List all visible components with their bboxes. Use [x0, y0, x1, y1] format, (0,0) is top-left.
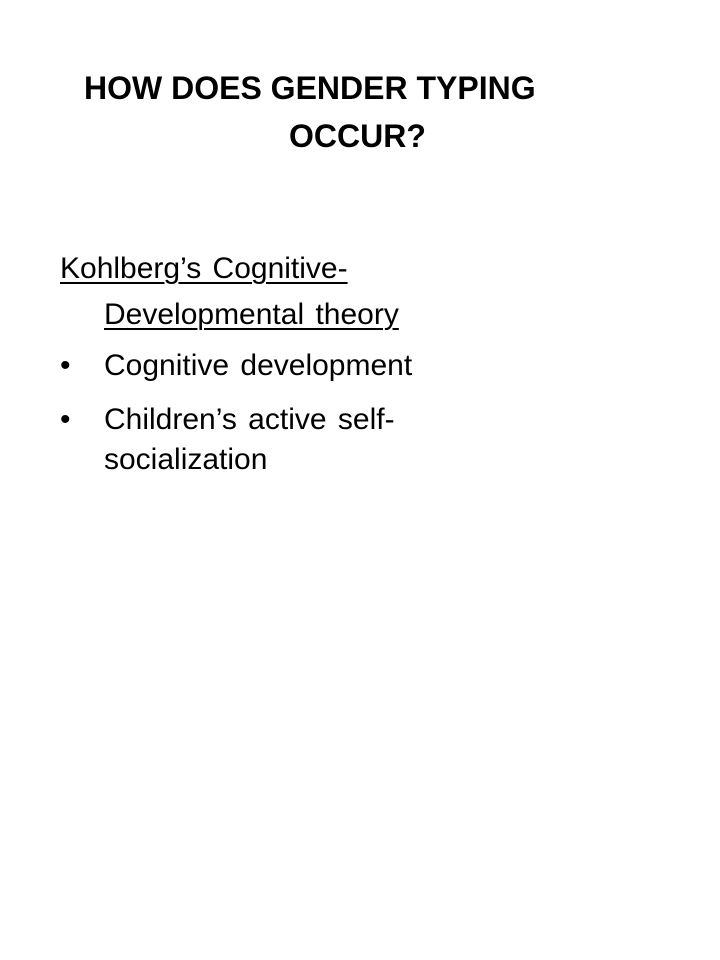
- slide-title-line-1: HOW DOES GENDER TYPING: [84, 70, 536, 106]
- bullet-list: [60, 346, 680, 480]
- bullet-text-line-2: socialization: [104, 443, 268, 476]
- slide-content: [60, 246, 680, 494]
- theory-heading: [60, 246, 680, 338]
- bullet-dot-icon: •: [60, 403, 71, 436]
- bullet-text: Cognitive development: [104, 349, 413, 382]
- theory-heading-line-2: Developmental theory: [104, 298, 399, 331]
- bullet-item-self-socialization: [60, 400, 680, 480]
- slide-title: [84, 64, 644, 160]
- bullet-dot-icon: •: [60, 349, 71, 382]
- bullet-item-cognitive-development: [60, 346, 680, 386]
- theory-heading-line-1: Kohlberg’s Cognitive-: [60, 252, 348, 285]
- bullet-text-line-1: Children’s active self-: [104, 403, 395, 436]
- slide-title-line-2: OCCUR?: [289, 118, 426, 154]
